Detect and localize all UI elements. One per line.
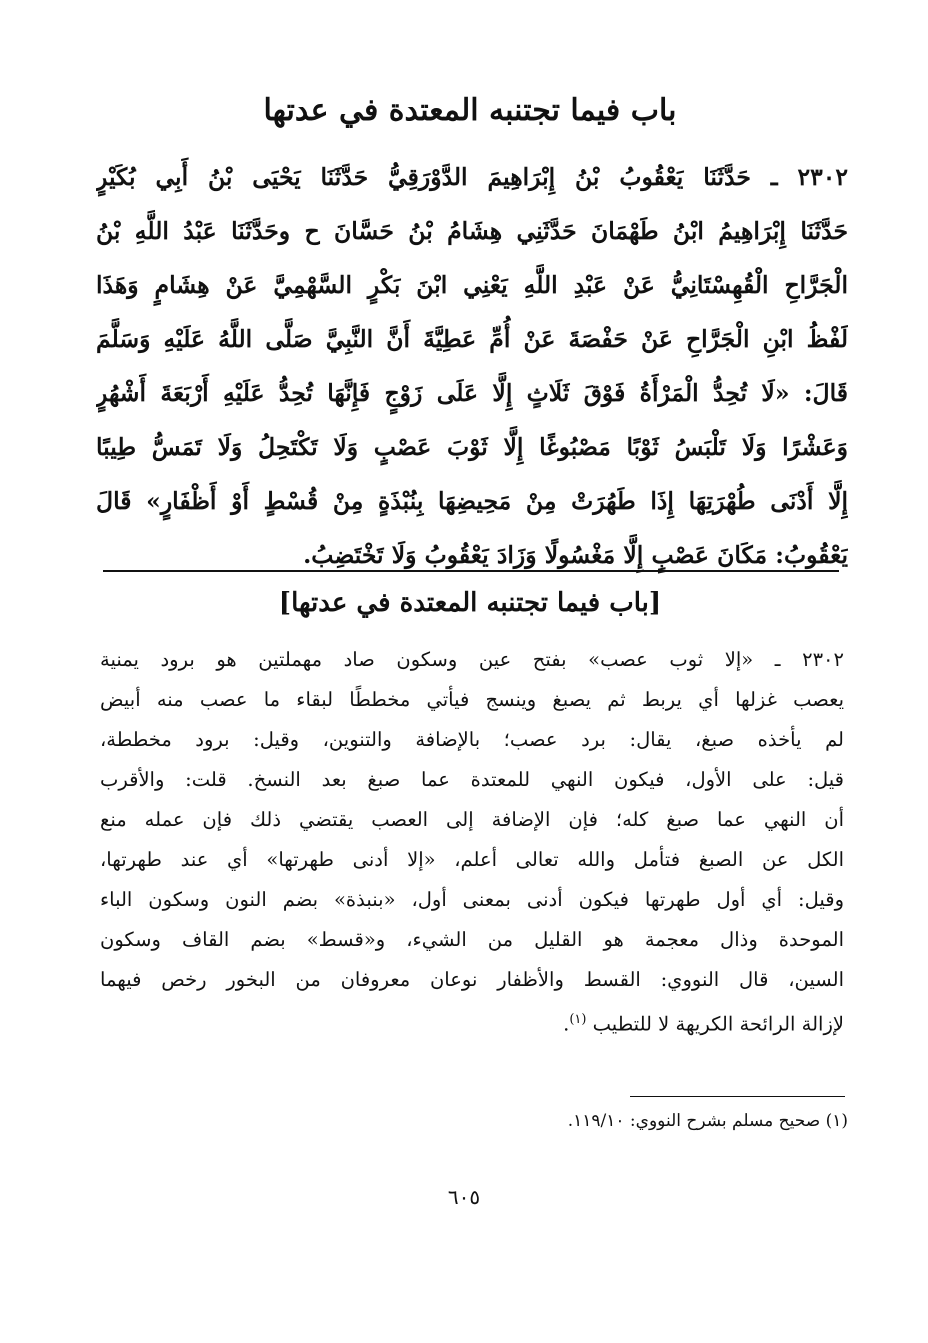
hadith-line: وَعَشْرًا وَلَا تَلْبَسُ ثَوْبًا مَصْبُوغًا إِلَّا ثَوْبَ عَصْبٍ وَلَا تَكْتَحِلُ وَلَا تَمَسُّ طِيبًا (96, 433, 848, 461)
footnote-reference: (١) (569, 1012, 587, 1027)
sentence-end: . (563, 1012, 570, 1036)
commentary-line: الموحدة وذال معجمة هو القليل من الشيء، و«قسط» بضم القاف وسكون (100, 928, 844, 951)
commentary-line: أن النهي عما صبغ كله؛ فإن الإضافة إلى العصب يقتضي ذلك فإن عمله منع (100, 808, 844, 831)
hadith-line: يَعْقُوبُ: مَكَانَ عَصْبٍ إِلَّا مَغْسُولًا وَزَادَ يَعْقُوبُ وَلَا تَخْتَضِبُ. (303, 541, 848, 569)
commentary-line: وقيل: أي أول طهرتها فيكون أدنى بمعنى أول، «بنبذة» بضم النون وسكون الباء (100, 888, 844, 911)
hadith-line: حَدَّثَنَا إِبْرَاهِيمُ ابْنُ طَهْمَانَ حَدَّثَنِي هِشَامُ بْنُ حَسَّانَ ح وحَدَّثَنَا عَبْدُ اللَّهِ بْنُ (96, 217, 848, 245)
hadith-line: لَفْظُ ابْنِ الْجَرَّاحِ عَنْ حَفْصَةَ عَنْ أُمِّ عَطِيَّةَ أَنَّ النَّبِيَّ صَلَّى اللَّهُ عَلَيْهِ وَسَلَّمَ (96, 325, 848, 353)
commentary-last-line (100, 1000, 844, 1040)
commentary-line: الكل عن الصبغ فتأمل والله تعالى أعلم، «إلا أدنى طهرتها» أي عند طهرتها، (100, 848, 844, 871)
hadith-line: إِلَّا أَدْنَى طُهْرَتِهَا إِذَا طَهُرَتْ مِنْ مَحِيضِهَا بِنُبْذَةٍ مِنْ قُسْطٍ أَوْ أَظْفَارٍ» قَالَ (96, 487, 848, 515)
commentary-last-text: لإزالة الرائحة الكريهة لا للتطيب (592, 1012, 844, 1036)
hadith-line: الْجَرَّاحِ الْقُهِسْتَانِيُّ عَنْ عَبْدِ اللَّهِ يَعْنِي ابْنَ بَكْرٍ السَّهْمِيَّ عَنْ هِشَامٍ وَهَذَا (96, 271, 848, 299)
commentary-line: قيل: على الأول، فيكون النهي للمعتدة عما صبغ بعد النسخ. قلت: والأقرب (100, 768, 844, 791)
commentary-line: يعصب غزلها أي يربط ثم يصبغ وينسج فيأتي مخططًا لبقاء ما عصب منه أبيض (100, 688, 844, 711)
hadith-line: قَالَ: «لَا تُحِدُّ الْمَرْأَةُ فَوْقَ ثَلَاثٍ إِلَّا عَلَى زَوْجٍ فَإِنَّهَا تُحِدُّ عَلَيْهِ أَرْبَعَةَ أَشْهُرٍ (96, 379, 848, 407)
page-number: ٦٠٥ (447, 1185, 481, 1209)
chapter-title: باب فيما تجتنبه المعتدة في عدتها (263, 93, 677, 128)
commentary-line: السين، قال النووي: القسط والأظفار نوعان معروفان من البخور رخص فيهما (100, 968, 844, 991)
footnote-divider (630, 1096, 845, 1097)
footnote: (١) صحيح مسلم بشرح النووي: ١١٩/١٠. (567, 1111, 848, 1131)
hadith-line: ٢٣٠٢ ـ حَدَّثَنَا يَعْقُوبُ بْنُ إِبْرَاهِيمَ الدَّوْرَقِيُّ حَدَّثَنَا يَحْيَى بْنُ أَبِي بُكَيْرٍ (96, 163, 848, 191)
commentary-line: لم يأخذه صبغ، يقال: برد عصب؛ بالإضافة والتنوين، وقيل: برود مخططة، (100, 728, 844, 751)
commentary-title: [باب فيما تجتنبه المعتدة في عدتها] (278, 588, 662, 618)
hadith-text (96, 150, 848, 582)
commentary-text (100, 640, 844, 1040)
section-divider (103, 570, 839, 572)
commentary-line: ٢٣٠٢ ـ «إلا ثوب عصب» بفتح عين وسكون صاد مهملتين هو برود يمنية (100, 648, 844, 671)
